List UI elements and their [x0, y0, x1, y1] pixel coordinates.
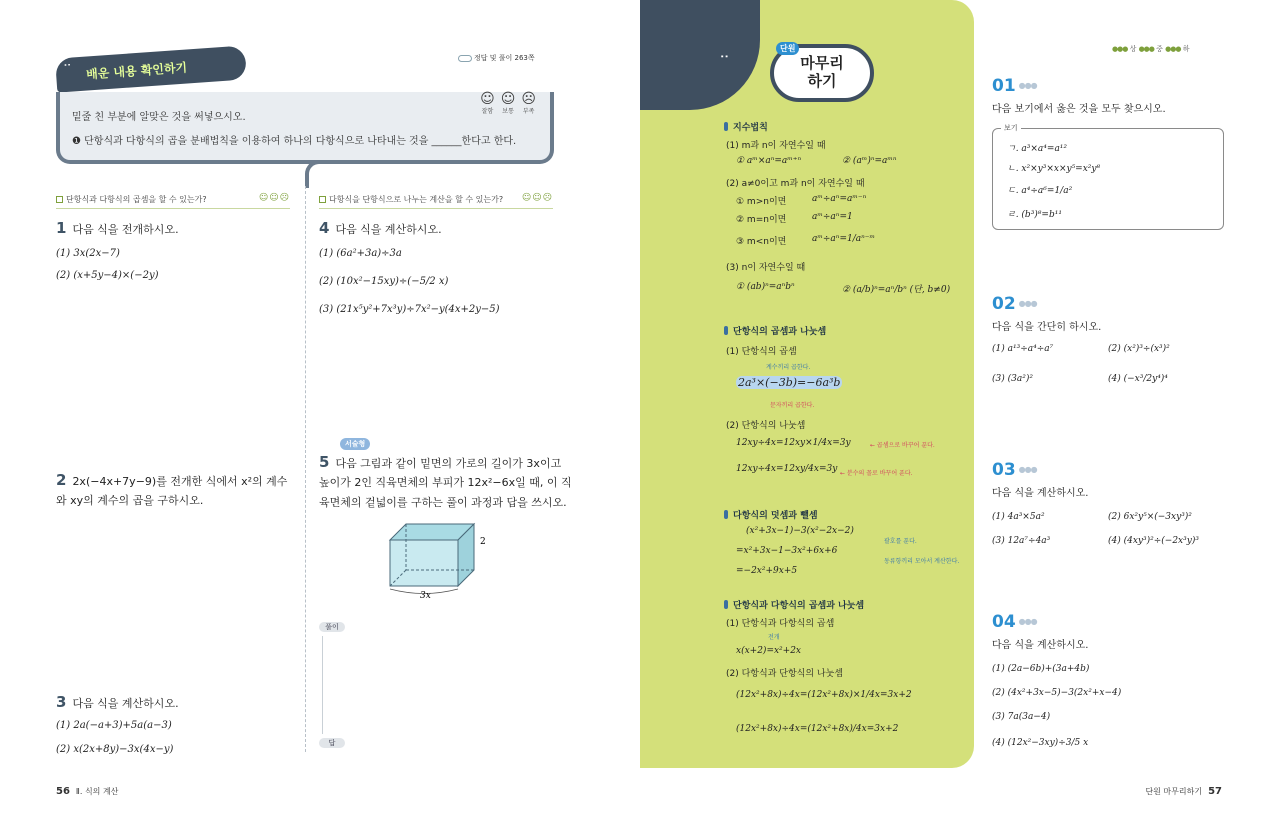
annotation: 괄호를 푼다.	[884, 538, 917, 545]
q04-item-1: (1) (2a−6b)+(3a+4b)	[992, 664, 1090, 674]
q03-item-2: (2) 6x²y⁵×(−3xy³)²	[1108, 512, 1192, 522]
annotation: 문자끼리 곱한다.	[770, 402, 815, 409]
summary-line: aᵐ÷aⁿ=1	[812, 212, 853, 222]
summary-heading-3: 다항식의 덧셈과 뺄셈	[724, 508, 818, 521]
q04-item-2: (2) (4x²+3x−5)−3(2x²+x−4)	[992, 688, 1122, 698]
summary-heading-2: 단항식의 곱셈과 나눗셈	[724, 324, 826, 337]
checkbox-icon[interactable]	[319, 196, 326, 203]
summary-line: 12xy÷4x=12xy×1/4x=3y	[736, 438, 851, 448]
summary-line: (1) 단항식과 다항식의 곱셈	[726, 619, 835, 629]
q02-text: 다음 식을 간단히 하시오.	[992, 322, 1102, 333]
q02-item-1: (1) a¹³÷a⁴÷a⁷	[992, 344, 1054, 354]
footer-left: 56 Ⅱ. 식의 계산	[56, 786, 119, 797]
section-title: 배운 내용 확인하기	[85, 60, 188, 82]
face-good[interactable]: ☺ 잘함	[480, 91, 495, 115]
example-item: ㄴ. x²×y³×x×y⁵=x²y⁸	[1007, 164, 1101, 174]
q4-item-1: (1) (6a²+3a)÷3a	[319, 248, 402, 259]
smile-rating-icon[interactable]: ☺☺☹	[258, 193, 290, 203]
q4-item-3: (3) (21x⁵y²+7x³y)÷7x²−y(4x+2y−5)	[319, 304, 500, 315]
q03-item-1: (1) 4a³×5a²	[992, 512, 1045, 522]
q5-line-3: 육면체의 겉넓이를 구하는 풀이 과정과 답을 쓰시오.	[319, 496, 567, 509]
summary-line: ② m=n이면	[736, 215, 787, 225]
review-instruction: 밑줄 친 부분에 알맞은 것을 써넣으시오.	[72, 112, 246, 123]
q04-item-4: (4) (12x²−3xy)÷3/5 x	[992, 738, 1089, 748]
q5-line-2: 높이가 2인 직육면체의 부피가 12x²−6x일 때, 이 직	[319, 476, 572, 489]
summary-heading-1: 지수법칙	[724, 120, 768, 133]
annotation: ← 곱셈으로 바꾸어 푼다.	[870, 442, 935, 449]
self-eval-faces	[480, 92, 536, 115]
summary-line: (2) 다항식과 단항식의 나눗셈	[726, 669, 843, 679]
summary-line: ① aᵐ×aⁿ=aᵐ⁺ⁿ	[736, 156, 802, 166]
answer-reference: 정답 및 풀이 263쪽	[458, 53, 535, 63]
face-poor[interactable]: ☹ 부족	[521, 91, 536, 115]
cuboid-figure	[382, 516, 492, 600]
solution-line	[322, 636, 323, 734]
summary-line: ① m>n이면	[736, 197, 787, 207]
q03-text: 다음 식을 계산하시오.	[992, 488, 1089, 499]
section-badge	[55, 45, 247, 92]
q4-item-2: (2) (10x²−15xy)÷(−5/2 x)	[319, 276, 449, 287]
difficulty-legend: ●●● 상 ●●● 중 ●●● 하	[1112, 45, 1190, 53]
smile-rating-icon[interactable]: ☺☺☹	[521, 193, 553, 203]
q04-item-3: (3) 7a(3a−4)	[992, 712, 1051, 722]
summary-line: aᵐ÷aⁿ=1/aⁿ⁻ᵐ	[812, 234, 876, 244]
summary-line: (12x²+8x)÷4x=(12x²+8x)×1/4x=3x+2	[736, 690, 912, 700]
q01-text: 다음 보기에서 옳은 것을 모두 찾으시오.	[992, 104, 1166, 115]
q03-item-4: (4) (4xy³)²÷(−2x³y)³	[1108, 536, 1199, 546]
example-item: ㄷ. a⁴÷a⁶=1/a²	[1007, 186, 1073, 196]
summary-line: (2) a≠0이고 m과 n이 자연수일 때	[726, 179, 865, 189]
column-divider	[305, 186, 306, 752]
question-5: 5 다음 그림과 같이 밑면의 가로의 길이가 3x이고	[319, 453, 562, 471]
question-04: 04 ●●●	[992, 612, 1037, 632]
annotation: 전개	[768, 634, 780, 641]
q2-text-2: 와 xy의 계수의 곱을 구하시오.	[56, 494, 204, 507]
descriptive-tag: 서술형	[340, 438, 370, 450]
footer-right: 단원 마무리하기 57	[1145, 786, 1222, 797]
eyes-icon: ᐝᐝ	[720, 54, 729, 70]
summary-line: (x²+3x−1)−3(x²−2x−2)	[746, 526, 854, 536]
question-02: 02 ●●●	[992, 294, 1037, 314]
q03-item-3: (3) 12a⁷÷4a³	[992, 536, 1051, 546]
summary-line: ② (a/b)ⁿ=aⁿ/bⁿ (단, b≠0)	[842, 285, 951, 295]
eyes-icon: ᐝᐝ	[63, 61, 72, 77]
q3-item-2: (2) x(2x+8y)−3x(4x−y)	[56, 744, 174, 755]
example-item: ㄹ. (b³)⁸=b¹¹	[1007, 210, 1062, 220]
q04-text: 다음 식을 계산하시오.	[992, 640, 1089, 651]
annotation: 계수끼리 곱한다.	[766, 364, 811, 371]
summary-line: (2) 단항식의 나눗셈	[726, 421, 806, 431]
summary-line: ③ m<n이면	[736, 237, 787, 247]
example-item: ㄱ. a³×a⁴=a¹²	[1007, 144, 1068, 154]
summary-line: 2a³×(−3b)=−6a³b	[738, 376, 841, 389]
question-03: 03 ●●●	[992, 460, 1037, 480]
q1-item-1: (1) 3x(2x−7)	[56, 248, 120, 259]
question-2: 2 2x(−4x+7y−9)를 전개한 식에서 x²의 계수	[56, 471, 288, 489]
q02-item-3: (3) (3a²)²	[992, 374, 1033, 384]
summary-line: (3) n이 자연수일 때	[726, 263, 806, 273]
summary-line: (1) 단항식의 곱셈	[726, 347, 797, 357]
dim-width-label: 3x	[420, 591, 431, 600]
question-4: 4 다음 식을 계산하시오.	[319, 219, 442, 237]
review-item[interactable]: ❶ 단항식과 다항식의 곱을 분배법칙을 이용하여 하나의 다항식으로 나타내는 것을 ______한다고 한다.	[72, 136, 517, 147]
check-item-2: 다항식을 단항식으로 나누는 계산을 할 수 있는가? ☺☺☹	[319, 194, 553, 209]
question-1: 1 다음 식을 전개하시오.	[56, 219, 179, 237]
question-3: 3 다음 식을 계산하시오.	[56, 693, 179, 711]
example-box	[992, 124, 1224, 230]
summary-line: ② (aᵐ)ⁿ=aᵐⁿ	[842, 156, 897, 166]
summary-line: aᵐ÷aⁿ=aᵐ⁻ⁿ	[812, 194, 867, 204]
summary-line: ① (ab)ⁿ=aⁿbⁿ	[736, 282, 795, 292]
checkbox-icon[interactable]	[56, 196, 63, 203]
answer-label: 답	[319, 738, 345, 748]
annotation: 동류항끼리 모아서 계산한다.	[884, 558, 960, 565]
face-normal[interactable]: ☺ 보통	[500, 91, 516, 115]
divider-curve	[305, 160, 327, 188]
summary-line: x(x+2)=x²+2x	[736, 646, 802, 656]
summary-line: (12x²+8x)÷4x=(12x²+8x)/4x=3x+2	[736, 724, 899, 734]
annotation: ← 분수의 꼴로 바꾸어 푼다.	[840, 470, 913, 477]
solution-label: 풀이	[319, 622, 345, 632]
summary-line: 12xy÷4x=12xy/4x=3y	[736, 464, 838, 474]
review-box	[56, 92, 554, 164]
q02-item-4: (4) (−x³/2y⁴)⁴	[1108, 374, 1168, 384]
link-icon	[458, 55, 472, 62]
summary-line: =−2x²+9x+5	[736, 566, 798, 576]
example-box-label: 보기	[1001, 123, 1021, 133]
summary-line: (1) m과 n이 자연수일 때	[726, 141, 826, 151]
check-item-1: 단항식과 다항식의 곱셈을 할 수 있는가? ☺☺☹	[56, 194, 290, 209]
chapter-wrap-title: 단원 마무리 하기	[770, 44, 874, 102]
q3-item-1: (1) 2a(−a+3)+5a(a−3)	[56, 720, 172, 731]
question-01: 01 ●●●	[992, 76, 1037, 96]
summary-heading-4: 단항식과 다항식의 곱셈과 나눗셈	[724, 598, 864, 611]
q1-item-2: (2) (x+5y−4)×(−2y)	[56, 270, 159, 281]
summary-line: =x²+3x−1−3x²+6x+6	[736, 546, 838, 556]
dim-height-label: 2	[480, 537, 486, 547]
unit-tag: 단원	[776, 42, 799, 55]
q02-item-2: (2) (x²)³÷(x³)²	[1108, 344, 1170, 354]
